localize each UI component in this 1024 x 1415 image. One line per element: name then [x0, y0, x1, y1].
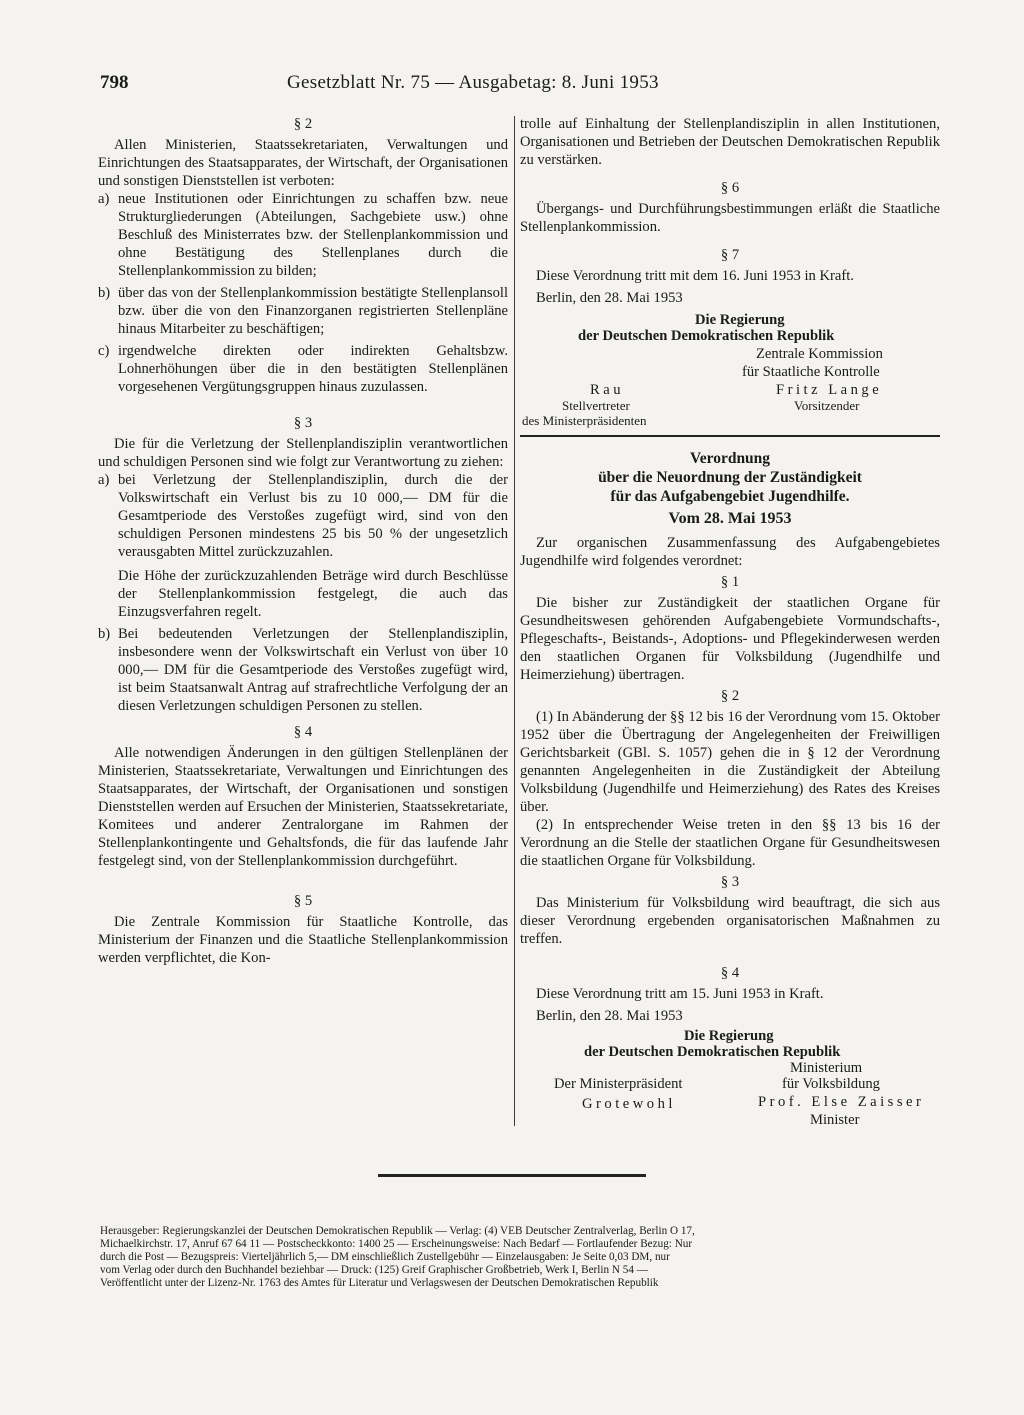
authority-line: für Volksbildung: [782, 1076, 880, 1092]
paragraph: Die bisher zur Zuständigkeit der staatlichen Organe für Gesundheitswesen gehörenden Aufgabengebiete Vormundschafts-, Pflegeschafts-, Beistands-, Adoptions- und Pflegekinderwesen werden den staatlichen Organen für Volksbildung (Jugendhilfe und Heimerziehung) übertragen.: [520, 595, 940, 683]
paragraph: trolle auf Einhaltung der Stellenplandisziplin in allen Institutionen, Organisationen und Betrieben der Deutschen Demokratischen Republik zu verstärken.: [520, 116, 940, 168]
section-heading: § 2: [720, 688, 740, 704]
running-title: Gesetzblatt Nr. 75 — Ausgabetag: 8. Juni 1953: [287, 72, 659, 93]
section-heading: § 3: [293, 415, 313, 431]
paragraph: Die Zentrale Kommission für Staatliche Kontrolle, das Ministerium der Finanzen und die Staatliche Stellenplankommission werden verpflichtet, die Kon-: [98, 914, 508, 966]
signatory-name: Prof. Else Zaisser: [758, 1094, 925, 1110]
imprint-footer: [100, 1225, 946, 1290]
paragraph: (2) In entsprechender Weise treten in den §§ 13 bis 16 der Verordnung an die Stelle der staatlichen Organe für Gesundheitswesen die staatlichen Organe für Volksbildung.: [520, 817, 940, 869]
left-column: [98, 115, 508, 967]
imprint-line: Veröffentlicht unter der Lizenz-Nr. 1763 des Amtes für Literatur und Verlagswesen der Deutschen Demokratischen Republik: [100, 1277, 659, 1289]
item-marker: a): [98, 191, 110, 207]
authority-line: Zentrale Kommission: [756, 346, 883, 362]
signature-block: [520, 311, 940, 428]
item-marker: c): [98, 343, 110, 359]
imprint-line: vom Verlag oder durch den Buchhandel beziehbar — Druck: (125) Greif Graphischer Großbetrieb, Werk I, Berlin N 54 —: [100, 1264, 648, 1276]
section-heading: § 1: [720, 574, 740, 590]
ordinance-date: Vom 28. Mai 1953: [668, 510, 792, 527]
list-item: [98, 284, 508, 338]
section-heading: § 3: [720, 874, 740, 890]
authority-line: für Staatliche Kontrolle: [742, 364, 880, 380]
imprint-line: durch die Post — Bezugspreis: Vierteljährlich 5,— DM einschließlich Zustellgebühr — Einzelausgaben: Je Seite 0,03 DM, nur: [100, 1251, 670, 1263]
signatory-title: Vorsitzender: [794, 398, 860, 413]
item-text: Bei bedeutenden Verletzungen der Stellenplandisziplin, insbesondere wenn der Volkswirtschaft ein Verlust von über 10 000,— DM für die Gesamtperiode des Verstoßes zugefügt wird, ist beim Staatsanwalt Antrag auf strafrechtliche Verfolgung der an diesen Verletzungen schuldigen Personen zu stellen.: [118, 626, 508, 714]
item-list: [98, 471, 508, 715]
item-text: Die Höhe der zurückzuzahlenden Beträge wird durch Beschlüsse der Stellenplankommission festgelegt, die auch das Einzugsverfahren regelt.: [118, 568, 508, 620]
signatory-name: Rau: [590, 382, 625, 398]
signatory-title: Der Ministerpräsident: [554, 1076, 683, 1092]
item-list: [98, 190, 508, 396]
item-text: über das von der Stellenplankommission bestätigte Stellenplansoll bzw. über die von den Finanzorganen registrierten Stellenpläne hinaus Mitarbeiter zu beschäftigen;: [118, 285, 508, 337]
section-heading: § 6: [720, 180, 740, 196]
paragraph: Die für die Verletzung der Stellenplandisziplin verantwortlichen und schuldigen Personen sind wie folgt zur Verantwortung zu ziehen:: [98, 436, 508, 470]
paragraph: Allen Ministerien, Staatssekretariaten, Verwaltungen und Einrichtungen des Staatsapparates, der Wirtschaft, der Organisationen und sonstigen Dienststellen ist verboten:: [98, 137, 508, 189]
ordinance-title: über die Neuordnung der Zuständigkeit: [598, 469, 862, 486]
imprint-line: Michaelkirchstr. 17, Anruf 67 64 11 — Postscheckkonto: 1400 25 — Erscheinungsweise: Nach Bedarf — Fortlaufender Bezug: Nur: [100, 1238, 693, 1250]
list-item: [98, 625, 508, 715]
date-place: Berlin, den 28. Mai 1953: [536, 290, 683, 306]
section-rule: [520, 435, 940, 437]
section-heading: § 7: [720, 247, 740, 263]
date-place: Berlin, den 28. Mai 1953: [536, 1008, 683, 1024]
column-divider: [514, 116, 515, 1126]
paragraph: Zur organischen Zusammenfassung des Aufgabengebietes Jugendhilfe wird folgendes verordnet:: [520, 535, 940, 569]
section-heading: § 4: [720, 965, 740, 981]
item-text: bei Verletzung der Stellenplandisziplin, durch die der Volkswirtschaft ein Verlust bis zu 10 000,— DM für die Gesamtperiode des Verstoßes zugefügt wird, sind von den schuldigen Personen mindestens 25 bis 50 % der ungesetzlich verausgabten Mittel zurückzuzahlen.: [118, 472, 508, 560]
paragraph: (1) In Abänderung der §§ 12 bis 16 der Verordnung vom 15. Oktober 1952 über die Übertragung der Angelegenheiten der Freiwilligen Gerichtsbarkeit (GBl. S. 1057) gehen die in § 12 der Verordnung genannten Angelegenheiten in die Zuständigkeit der Abteilung Volksbildung (Jugendhilfe und Heimerziehung) des Rates des Kreises über.: [520, 709, 940, 815]
item-marker: b): [98, 626, 111, 642]
list-item: [98, 471, 508, 621]
government-line: Die Regierung: [684, 1028, 774, 1044]
item-text: neue Institutionen oder Einrichtungen zu schaffen bzw. neue Strukturgliederungen (Abteilungen, Sachgebiete usw.) ohne Beschluß des Ministerrates bzw. der Stellenplankommission und ohne Bestätigung des Stellenplanes durch die Stellenplankommission zu bilden;: [118, 191, 508, 279]
paragraph: Das Ministerium für Volksbildung wird beauftragt, die sich aus dieser Verordnung ergebenden organisatorischen Maßnahmen zu treffen.: [520, 895, 940, 947]
item-text: irgendwelche direkten oder indirekten Gehaltsbzw. Lohnerhöhungen über die in den bestätigten Stellenplänen vorgesehenen Vergütungsgruppen hinaus zuzulassen.: [118, 343, 508, 395]
ordinance-title: für das Aufgabengebiet Jugendhilfe.: [610, 488, 850, 505]
section-heading: § 2: [293, 116, 313, 132]
signatory-name: Grotewohl: [582, 1096, 676, 1112]
paragraph: Diese Verordnung tritt am 15. Juni 1953 in Kraft.: [536, 986, 824, 1002]
page-number: 798: [100, 72, 129, 93]
government-line: der Deutschen Demokratischen Republik: [578, 328, 835, 344]
government-line: Die Regierung: [695, 312, 785, 328]
signatory-title: Stellvertreter: [562, 398, 630, 413]
list-item: [98, 342, 508, 396]
item-marker: a): [98, 472, 110, 488]
signature-block: [520, 1027, 940, 1128]
section-heading: § 4: [293, 724, 313, 740]
signatory-title: Minister: [810, 1112, 860, 1128]
list-item: [98, 190, 508, 280]
signatory-title: des Ministerpräsidenten: [522, 413, 647, 428]
authority-line: Ministerium: [790, 1060, 863, 1076]
section-heading: § 5: [293, 893, 313, 909]
item-marker: b): [98, 285, 111, 301]
right-column: [520, 115, 940, 1128]
paragraph: Alle notwendigen Änderungen in den gültigen Stellenplänen der Ministerien, Staatssekretariate, Verwaltungen und Einrichtungen des Staatsapparates, der Wirtschaft, der Organisationen und sonstigen Dienststellen werden auf Ersuchen der Ministerien, Staatssekretariate, Komitees und anderer Zentralorgane im Rahmen der Stellenplankontingente und Gehaltsfonds, die für das laufende Jahr festgelegt sind, von der Stellenplankommission durchgeführt.: [98, 745, 508, 869]
imprint-line: Herausgeber: Regierungskanzlei der Deutschen Demokratischen Republik — Verlag: (4) VEB Deutscher Zentralverlag, Berlin O 17,: [100, 1225, 695, 1237]
paragraph: Diese Verordnung tritt mit dem 16. Juni 1953 in Kraft.: [536, 268, 854, 284]
paragraph: Übergangs- und Durchführungsbestimmungen erläßt die Staatliche Stellenplankommission.: [520, 201, 940, 235]
signatory-name: Fritz Lange: [776, 382, 883, 398]
ordinance-title: Verordnung: [689, 450, 771, 467]
government-line: der Deutschen Demokratischen Republik: [584, 1044, 841, 1060]
end-rule: [378, 1174, 646, 1177]
